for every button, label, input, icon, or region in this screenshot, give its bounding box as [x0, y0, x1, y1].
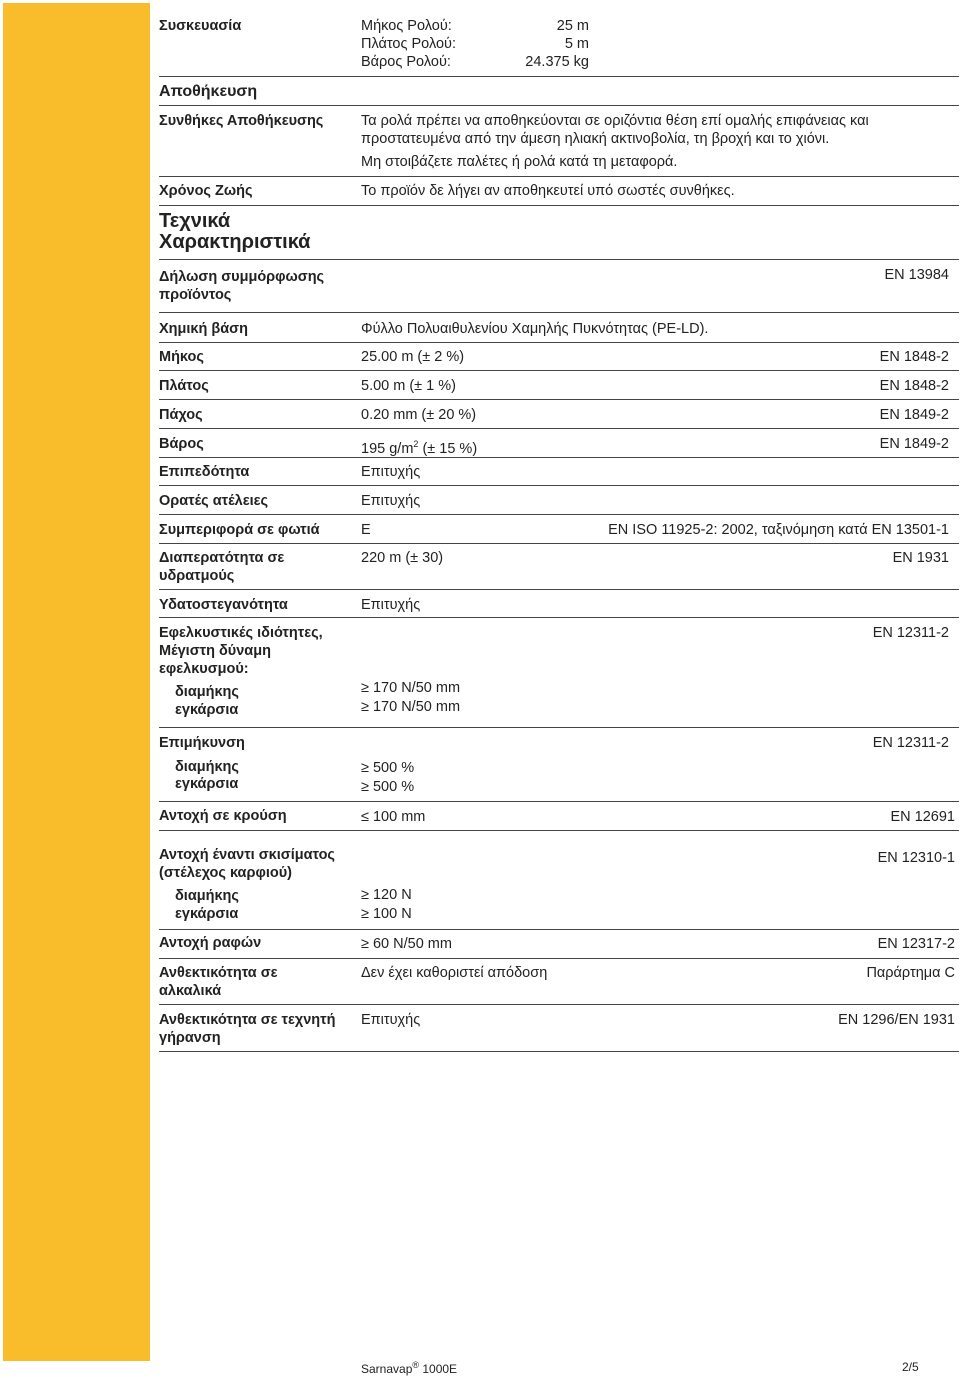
divider — [159, 958, 959, 959]
tear-resistance-ref: EN 12310-1 — [877, 850, 955, 866]
vapour-permeability-label-line: Διαπερατότητα σε — [159, 550, 285, 566]
visible-defects-value: Επιτυχής — [361, 493, 421, 509]
divider — [159, 1051, 959, 1052]
seam-strength-value: ≥ 60 N/50 mm — [361, 936, 452, 952]
storage-conditions-line: προστατευμένα από την άμεση ηλιακή ακτινοβολία, τη βροχή και το χιόνι. — [361, 131, 830, 147]
weight-value-main: 195 g/m — [361, 440, 414, 457]
footer-product-text: Sarnavap — [361, 1362, 413, 1376]
packaging-values — [361, 17, 589, 71]
storage-conditions-text — [361, 112, 869, 148]
packaging-label: Συσκευασία — [159, 18, 242, 34]
storage-stacking-note: Μη στοιβάζετε παλέτες ή ρολά κατά τη μεταφορά. — [361, 154, 678, 170]
fire-behaviour-value: E — [361, 522, 371, 538]
shelf-life-label: Χρόνος Ζωής — [159, 183, 253, 199]
tensile-longitudinal-label: διαμήκης — [175, 684, 239, 700]
alkali-resistance-ref: Παράρτημα C — [866, 965, 955, 981]
watertightness-label: Υδατοστεγανότητα — [159, 597, 288, 613]
artificial-ageing-label-line: γήρανση — [159, 1030, 221, 1046]
alkali-resistance-label-line: Ανθεκτικότητα σε — [159, 965, 278, 981]
elongation-label: Επιμήκυνση — [159, 735, 245, 751]
roll-width-key: Πλάτος Ρολού: — [361, 36, 457, 52]
roll-length-value: 25 m — [556, 18, 589, 34]
roll-weight-value: 24.375 kg — [525, 54, 589, 70]
storage-conditions-label: Συνθήκες Αποθήκευσης — [159, 113, 324, 129]
flatness-label: Επιπεδότητα — [159, 464, 250, 480]
footer-product-suffix: 1000E — [419, 1362, 458, 1376]
tear-longitudinal-label: διαμήκης — [175, 888, 239, 904]
divider — [159, 929, 959, 930]
elongation-ref: EN 12311-2 — [872, 735, 949, 751]
divider — [159, 76, 959, 77]
divider — [159, 589, 959, 590]
storage-conditions-line: Τα ρολά πρέπει να αποθηκεύονται σε οριζόντια θέση επί ομαλής επιφάνειας και — [361, 113, 869, 129]
divider — [159, 176, 959, 177]
divider — [159, 105, 959, 106]
weight-unit-exponent: 2 — [413, 439, 419, 449]
width-ref: EN 1848-2 — [879, 378, 949, 394]
divider — [159, 342, 959, 343]
technical-heading — [159, 211, 310, 253]
tensile-label-line: Εφελκυστικές ιδιότητες, — [159, 625, 323, 641]
tensile-label-line: Μέγιστη δύναμη — [159, 643, 271, 659]
vapour-permeability-label-line: υδρατμούς — [159, 568, 235, 584]
storage-heading: Αποθήκευση — [159, 83, 258, 100]
fire-behaviour-ref: EN ISO 11925-2: 2002, ταξινόμηση κατά EN 13501-1 — [608, 522, 949, 538]
roll-length-key: Μήκος Ρολού: — [361, 18, 452, 34]
divider — [159, 801, 959, 802]
divider — [159, 830, 959, 831]
divider — [159, 1004, 959, 1005]
divider — [159, 428, 959, 429]
length-value: 25.00 m (± 2 %) — [361, 349, 465, 365]
tensile-transverse-label: εγκάρσια — [175, 702, 239, 718]
alkali-resistance-label — [159, 964, 278, 1000]
vapour-permeability-ref: EN 1931 — [892, 550, 949, 566]
technical-heading-line: Χαρακτηριστικά — [159, 231, 311, 253]
thickness-value: 0.20 mm (± 20 %) — [361, 407, 477, 423]
chemical-base-value: Φύλλο Πολυαιθυλενίου Χαμηλής Πυκνότητας (PE-LD). — [361, 321, 709, 337]
length-label: Μήκος — [159, 349, 204, 365]
alkali-resistance-label-line: αλκαλικά — [159, 983, 222, 999]
elongation-longitudinal-label: διαμήκης — [175, 759, 239, 775]
artificial-ageing-value: Επιτυχής — [361, 1012, 421, 1028]
footer-product-name — [361, 1360, 457, 1376]
tear-transverse-label: εγκάρσια — [175, 906, 239, 922]
fire-behaviour-label: Συμπεριφορά σε φωτιά — [159, 522, 320, 538]
declaration-label-line: Δήλωση συμμόρφωσης — [159, 269, 325, 285]
tensile-ref: EN 12311-2 — [872, 625, 949, 641]
divider — [159, 485, 959, 486]
artificial-ageing-ref: EN 1296/EN 1931 — [838, 1012, 955, 1028]
visible-defects-label: Ορατές ατέλειες — [159, 493, 269, 509]
divider — [159, 617, 959, 618]
alkali-resistance-value: Δεν έχει καθοριστεί απόδοση — [361, 965, 548, 981]
divider — [159, 205, 959, 206]
tensile-label-line: εφελκυσμού: — [159, 661, 249, 677]
tensile-longitudinal-value: ≥ 170 N/50 mm — [361, 680, 461, 696]
elongation-longitudinal-value: ≥ 500 % — [361, 760, 415, 776]
width-value: 5.00 m (± 1 %) — [361, 378, 456, 394]
vapour-permeability-label — [159, 549, 284, 585]
seam-strength-label: Αντοχή ραφών — [159, 935, 262, 951]
technical-heading-line: Τεχνικά — [159, 210, 231, 232]
impact-value: ≤ 100 mm — [361, 809, 426, 825]
tear-longitudinal-value: ≥ 120 N — [361, 887, 412, 903]
weight-value-tolerance: (± 15 %) — [418, 440, 478, 457]
tensile-transverse-value: ≥ 170 N/50 mm — [361, 699, 461, 715]
chemical-base-label: Χημική βάση — [159, 321, 248, 337]
declaration-label — [159, 268, 324, 304]
tear-transverse-value: ≥ 100 N — [361, 906, 412, 922]
artificial-ageing-label — [159, 1011, 335, 1047]
artificial-ageing-label-line: Ανθεκτικότητα σε τεχνητή — [159, 1012, 336, 1028]
weight-value — [361, 435, 477, 458]
tear-resistance-label — [159, 846, 335, 882]
tensile-label — [159, 624, 323, 678]
divider — [159, 727, 959, 728]
divider — [159, 370, 959, 371]
weight-label: Βάρος — [159, 436, 204, 452]
roll-weight-key: Βάρος Ρολού: — [361, 54, 451, 70]
watertightness-value: Επιτυχής — [361, 597, 421, 613]
divider — [159, 312, 959, 313]
sidebar-accent-bar — [3, 3, 150, 1361]
impact-ref: EN 12691 — [890, 809, 955, 825]
tear-resistance-label-line: Αντοχή έναντι σκισίματος — [159, 847, 335, 863]
thickness-ref: EN 1849-2 — [879, 407, 949, 423]
divider — [159, 543, 959, 544]
weight-ref: EN 1849-2 — [879, 436, 949, 452]
footer-registered-mark: ® — [412, 1360, 420, 1370]
seam-strength-ref: EN 12317-2 — [877, 936, 955, 952]
divider — [159, 259, 959, 260]
impact-label: Αντοχή σε κρούση — [159, 808, 287, 824]
roll-width-value: 5 m — [564, 36, 589, 52]
flatness-value: Επιτυχής — [361, 464, 421, 480]
divider — [159, 514, 959, 515]
elongation-transverse-label: εγκάρσια — [175, 776, 239, 792]
footer-page-number: 2/5 — [902, 1360, 919, 1374]
declaration-label-line: προϊόντος — [159, 287, 232, 303]
tear-resistance-label-line: (στέλεχος καρφιού) — [159, 865, 292, 881]
vapour-permeability-value: 220 m (± 30) — [361, 550, 444, 566]
width-label: Πλάτος — [159, 378, 209, 394]
shelf-life-text: Το προϊόν δε λήγει αν αποθηκευτεί υπό σωστές συνθήκες. — [361, 183, 735, 199]
declaration-ref: EN 13984 — [884, 267, 949, 283]
elongation-transverse-value: ≥ 500 % — [361, 779, 415, 795]
thickness-label: Πάχος — [159, 407, 203, 423]
divider — [159, 399, 959, 400]
length-ref: EN 1848-2 — [879, 349, 949, 365]
divider — [159, 457, 959, 458]
